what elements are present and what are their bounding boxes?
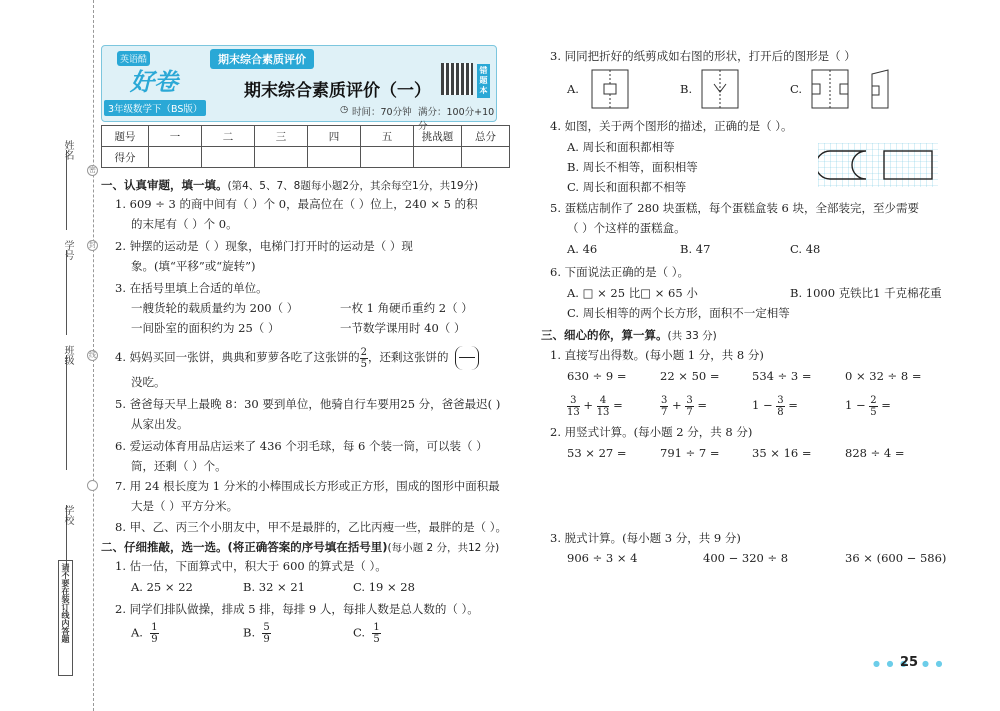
- table-cell: 四: [308, 126, 361, 147]
- cut-shape-a: [590, 68, 630, 110]
- question-3-2: 2. 用竖式计算。(每小题 2 分，共 8 分): [550, 425, 753, 439]
- name-line[interactable]: [66, 150, 67, 230]
- score-table-header-row: [102, 126, 510, 147]
- question-3-b: 一枚 1 角硬币重约 2（ ）: [340, 301, 473, 315]
- option-c[interactable]: [353, 622, 381, 645]
- question-3-1: 1. 直接写出得数。(每小题 1 分，共 8 分): [550, 348, 764, 362]
- section-2-title: [101, 539, 499, 555]
- question-2-4: 4. 如图，关于两个图形的描述，正确的是（ ）。: [550, 119, 793, 133]
- option-a[interactable]: A. □ × 25 比□ × 65 小: [567, 286, 698, 300]
- fraction-denominator: 9: [151, 634, 158, 645]
- page-title: 期末综合素质评价（一）: [244, 81, 431, 101]
- question-7-line-1: 7. 用 24 根长度为 1 分米的小棒围成长方形或正方形，围成的图形中面积最: [115, 479, 500, 493]
- binding-hole: 密: [89, 166, 96, 174]
- section-note: (共 33 分): [667, 330, 717, 342]
- cut-shape-b: [700, 68, 740, 110]
- fraction-numerator: 5: [263, 622, 270, 633]
- option-a[interactable]: A. 25 × 22: [131, 580, 193, 594]
- question-3: 3. 在括号里填上合适的单位。: [115, 281, 268, 295]
- fraction-denominator: 5: [373, 634, 380, 645]
- fraction-denominator: 7: [661, 406, 668, 418]
- fraction: [360, 347, 368, 370]
- option-a[interactable]: [131, 622, 159, 645]
- fraction-denominator: 8: [777, 406, 784, 418]
- question-2-line-1: 2. 钟摆的运动是（ ）现象，电梯门打开时的运动是（ ）现: [115, 239, 413, 253]
- option-c[interactable]: C. 周长相等的两个长方形，面积不一定相等: [567, 306, 790, 320]
- section-1-title: [101, 177, 478, 193]
- fraction-numerator: 3: [777, 394, 784, 406]
- fraction-answer-blank[interactable]: [455, 346, 479, 370]
- calc-item: 53 × 27 =: [567, 446, 627, 460]
- option-b[interactable]: [243, 622, 271, 645]
- question-3-d: 一节数学课用时 40（ ）: [340, 321, 466, 335]
- fraction: [660, 395, 668, 418]
- id-label: 学号: [62, 240, 73, 260]
- operator: =: [788, 398, 798, 412]
- shape-comparison-figure: [818, 143, 938, 187]
- score-cell[interactable]: [361, 147, 414, 168]
- option-b[interactable]: B. 1000 克铁比1 千克棉花重: [790, 286, 942, 300]
- option-a[interactable]: A.: [567, 82, 579, 96]
- score-cell[interactable]: [462, 147, 510, 168]
- fraction: [597, 395, 610, 418]
- question-2-3: 3. 同同把折好的纸剪成如右图的形状，打开后的图形是（ ）: [550, 49, 856, 63]
- calc-item: [567, 392, 623, 418]
- question-1-line-2: 的末尾有（ ）个 0。: [131, 217, 238, 231]
- page-decoration: ● ● ●: [873, 659, 910, 668]
- fraction-numerator: 3: [661, 394, 668, 406]
- score-cell[interactable]: [414, 147, 462, 168]
- question-4-text: 4. 妈妈买回一张饼，典典和萝萝各吃了这张饼的: [115, 350, 360, 364]
- question-7-line-2: 大是（ ）平方分米。: [131, 499, 239, 513]
- operator: =: [881, 398, 891, 412]
- fraction: [776, 395, 784, 418]
- fraction: [262, 622, 270, 645]
- table-cell: 题号: [102, 126, 149, 147]
- page-decoration: ● ●: [922, 659, 945, 668]
- question-2-5-line-1: 5. 蛋糕店制作了 280 块蛋糕，每个蛋糕盒装 6 块，全部装完，至少需要: [550, 201, 920, 215]
- score-cell[interactable]: [149, 147, 202, 168]
- option-label: C.: [353, 625, 366, 640]
- table-cell: 得分: [102, 147, 149, 168]
- section-note-bold: (将正确答案的序号填在括号里): [227, 540, 388, 554]
- operator: +: [583, 398, 594, 412]
- option-c[interactable]: C. 48: [790, 242, 821, 256]
- question-2-5-line-2: （ ）个这样的蛋糕盒。: [567, 221, 686, 235]
- operator: 1 −: [752, 398, 773, 412]
- question-3-c: 一间卧室的面积约为 25（ ）: [131, 321, 280, 335]
- score-cell[interactable]: [308, 147, 361, 168]
- section-note: (每小题 2 分，共12 分): [387, 542, 500, 554]
- logo: 好卷: [130, 68, 178, 96]
- fraction-numerator: 4: [597, 395, 610, 407]
- table-cell: 二: [202, 126, 255, 147]
- fraction-numerator: 2: [360, 346, 368, 358]
- binding-hole: 线: [89, 351, 96, 359]
- operator: 1 −: [845, 398, 866, 412]
- full-score: 满分：100分+10分: [418, 107, 495, 132]
- question-5-line-2: 从家出发。: [131, 417, 189, 431]
- option-a[interactable]: A. 46: [567, 242, 598, 256]
- section-note: (第4、5、7、8题每小题2分，其余每空1分，共19分): [227, 180, 479, 192]
- calc-item: 400 − 320 ÷ 8: [703, 551, 789, 565]
- grade-badge: 3年级数学下（BS版）: [104, 100, 206, 116]
- option-label: B.: [243, 625, 256, 640]
- fraction-denominator: 13: [596, 406, 610, 418]
- fraction: [372, 622, 380, 645]
- calc-item: [845, 392, 891, 418]
- cut-shape-c: [810, 68, 850, 110]
- header-card: [101, 45, 497, 132]
- table-cell: 挑战题: [414, 126, 462, 147]
- fraction-numerator: 3: [567, 395, 580, 407]
- question-2-1: 1. 估一估，下面算式中，积大于 600 的算式是（ ）。: [115, 559, 387, 573]
- option-c[interactable]: C. 19 × 28: [353, 580, 415, 594]
- section-3-title: [541, 327, 717, 343]
- page-number: 25: [900, 655, 919, 670]
- section-title-text: 二、仔细推敲，选一选。: [101, 540, 228, 554]
- fraction-denominator: 5: [360, 358, 368, 370]
- calc-item: [752, 392, 798, 418]
- fraction-denominator: 13: [567, 406, 580, 418]
- banner: 期末综合素质评价: [210, 49, 314, 69]
- table-cell: 总分: [462, 126, 510, 147]
- question-6-line-2: 筒，还剩（ ）个。: [131, 459, 227, 473]
- section-title-text: 一、认真审题，填一填。: [101, 178, 228, 192]
- table-cell: 五: [361, 126, 414, 147]
- fraction-numerator: 1: [151, 622, 158, 633]
- folded-paper: [868, 68, 894, 112]
- score-cell[interactable]: [202, 147, 255, 168]
- school-label: 学校: [62, 505, 73, 525]
- class-line[interactable]: [66, 355, 67, 470]
- brand-badge: 英语酷: [117, 51, 150, 66]
- fraction-denominator: 9: [263, 634, 270, 645]
- option-b[interactable]: B.: [680, 82, 693, 96]
- calc-item: 630 ÷ 9 =: [567, 369, 627, 383]
- binding-hole: [87, 480, 98, 491]
- fraction: [869, 395, 877, 418]
- calc-item: 0 × 32 ÷ 8 =: [845, 369, 922, 383]
- class-label: 班级: [62, 345, 73, 365]
- calc-item: 791 ÷ 7 =: [660, 446, 720, 460]
- option-c[interactable]: C. 周长和面积都不相等: [567, 180, 687, 194]
- fraction-denominator: 7: [686, 406, 693, 418]
- calc-item: [660, 392, 707, 418]
- qr-caption: 错题本: [477, 64, 490, 98]
- question-2-6: 6. 下面说法正确的是（ ）。: [550, 265, 690, 279]
- table-cell: 一: [149, 126, 202, 147]
- name-label: 姓名: [62, 140, 73, 160]
- calc-item: 534 ÷ 3 =: [752, 369, 812, 383]
- question-6-line-1: 6. 爱运动体育用品店运来了 436 个羽毛球，每 6 个装一筒，可以装（ ）: [115, 439, 488, 453]
- option-label: A.: [131, 625, 143, 640]
- option-b[interactable]: B. 周长不相等，面积相等: [567, 160, 698, 174]
- option-b[interactable]: B. 47: [680, 242, 711, 256]
- operator: =: [697, 398, 707, 412]
- binding-hole: 封: [89, 241, 96, 249]
- fraction: [685, 395, 693, 418]
- calc-item: 36 × (600 − 586): [845, 551, 947, 565]
- option-a[interactable]: A. 周长和面积都相等: [567, 140, 675, 154]
- question-2-2: 2. 同学们排队做操，排成 5 排，每排 9 人，每排人数是总人数的（ ）。: [115, 602, 479, 616]
- question-4-line-2: 没吃。: [131, 375, 166, 389]
- time-limit: 时间：70分钟: [352, 107, 412, 118]
- binding-note: 请不要在装订线内答题: [58, 560, 73, 676]
- fraction-numerator: 2: [870, 394, 877, 406]
- question-1-line-1: 1. 609 ÷ 3 的商中间有（ ）个 0，最高位在（ ）位上，240 × 5 的积: [115, 197, 478, 211]
- section-title-text: 三、细心的你，算一算。: [541, 328, 668, 342]
- score-table: [101, 125, 510, 168]
- question-5-line-1: 5. 爸爸每天早上最晚 8：30 要到单位，他骑自行车要用25 分，爸爸最迟( ): [115, 397, 501, 411]
- qr-code-icon[interactable]: [441, 63, 473, 95]
- fraction-denominator: 5: [870, 406, 877, 418]
- operator: =: [613, 398, 623, 412]
- question-2-line-2: 象。(填“平移”或“旋转”): [131, 259, 256, 273]
- question-8: 8. 甲、乙、丙三个小朋友中，甲不是最胖的，乙比丙瘦一些，最胖的是（ ）。: [115, 520, 508, 534]
- question-3-3: 3. 脱式计算。(每小题 3 分，共 9 分): [550, 531, 741, 545]
- option-c[interactable]: C.: [790, 82, 803, 96]
- calc-item: 35 × 16 =: [752, 446, 812, 460]
- fraction: [150, 622, 158, 645]
- clock-icon: ◷: [340, 104, 349, 115]
- option-b[interactable]: B. 32 × 21: [243, 580, 305, 594]
- fraction-numerator: 3: [686, 394, 693, 406]
- fraction: [567, 395, 580, 418]
- score-cell[interactable]: [255, 147, 308, 168]
- question-4-text: ，还剩这张饼的: [368, 350, 449, 364]
- table-cell: 三: [255, 126, 308, 147]
- question-4-line-1: [115, 346, 479, 370]
- question-3-a: 一艘货轮的载质量约为 200（ ）: [131, 301, 299, 315]
- fraction-numerator: 1: [373, 622, 380, 633]
- calc-item: 906 ÷ 3 × 4: [567, 551, 638, 565]
- score-table-row: [102, 147, 510, 168]
- calc-item: 22 × 50 =: [660, 369, 720, 383]
- operator: +: [672, 398, 682, 412]
- calc-item: 828 ÷ 4 =: [845, 446, 905, 460]
- id-line[interactable]: [66, 250, 67, 335]
